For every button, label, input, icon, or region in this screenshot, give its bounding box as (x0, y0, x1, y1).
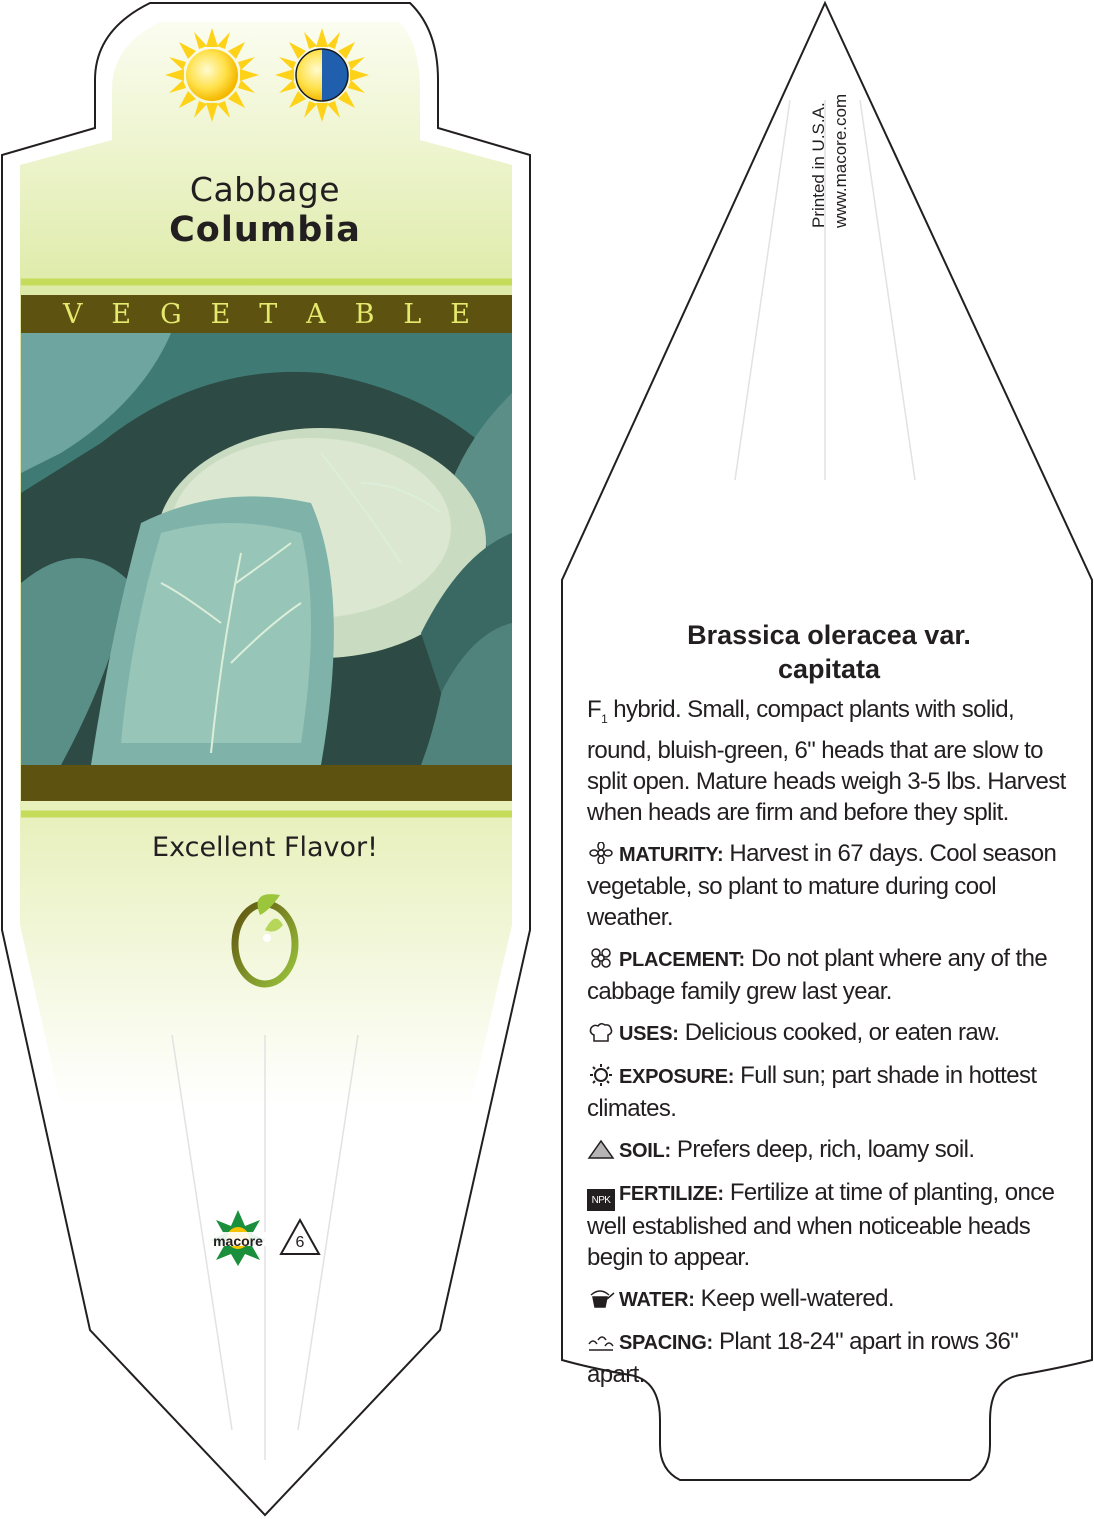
care-label: MATURITY: (619, 843, 724, 866)
care-row-placement (587, 943, 1071, 1007)
care-row-exposure (587, 1060, 1071, 1124)
care-row-soil (587, 1134, 1071, 1167)
category-letter: T (259, 298, 278, 330)
flower-cluster-icon (587, 947, 615, 969)
print-line-country: Printed in U.S.A. (809, 102, 828, 228)
care-info (587, 618, 1071, 1390)
latin-name-line1: Brassica oleracea var. (687, 620, 971, 650)
care-label: PLACEMENT: (619, 948, 745, 971)
care-row-maturity (587, 838, 1071, 933)
flower-icon (587, 842, 615, 864)
category-letter: B (354, 298, 375, 330)
care-text: Keep well-watered. (694, 1284, 894, 1312)
care-label: EXPOSURE: (619, 1065, 735, 1088)
care-label: USES: (619, 1022, 679, 1045)
sun-outline-icon (587, 1064, 615, 1086)
care-text: Prefers deep, rich, loamy soil. (670, 1135, 975, 1163)
category-letter: G (160, 298, 182, 330)
category-letter: A (306, 298, 326, 330)
care-row-water (587, 1283, 1071, 1316)
tagline: Excellent Flavor! (152, 832, 378, 863)
watering-can-icon (587, 1287, 615, 1309)
care-label: SPACING: (619, 1331, 713, 1354)
care-label: FERTILIZE: (619, 1182, 724, 1205)
care-text: Harvest in 67 days. Cool season vegetable, so plant to mature during cool weather. (587, 839, 1057, 931)
plant-variety-name: Columbia (169, 210, 361, 250)
latin-name-line2: capitata (777, 654, 881, 684)
care-row-fertilize (587, 1177, 1071, 1273)
recycle-number: 6 (295, 1234, 305, 1251)
chef-hat-icon (587, 1021, 615, 1043)
care-label: SOIL: (619, 1139, 671, 1162)
care-row-uses (587, 1017, 1071, 1050)
care-text: Do not plant where any of the cabbage family grew last year. (587, 944, 1048, 1005)
care-row-spacing (587, 1326, 1071, 1390)
macore-logo-text: macore (213, 1233, 263, 1249)
print-info (808, 94, 852, 228)
care-label: WATER: (619, 1288, 695, 1311)
npk-icon: NPK (587, 1189, 615, 1211)
category-letter: E (450, 298, 470, 330)
f1-prefix: F (587, 696, 602, 723)
category-letter: E (111, 298, 132, 330)
care-text: Fertilize at time of planting, once well established and when noticeable heads begin to appear. (587, 1178, 1055, 1271)
plant-common-name: Cabbage (189, 170, 341, 209)
spacing-icon (587, 1330, 615, 1352)
part-shade-icon (275, 28, 369, 122)
cabbage-photo (21, 333, 512, 765)
care-text: Delicious cooked, or eaten raw. (678, 1018, 1000, 1046)
description (587, 694, 1071, 828)
care-text: Plant 18-24" apart in rows 36" apart. (587, 1327, 1019, 1388)
full-sun-icon (165, 28, 259, 122)
category-letter: V (63, 298, 83, 330)
photo-bottom-band (21, 765, 512, 801)
print-line-website: www.macore.com (831, 93, 850, 228)
category-letter: E (210, 298, 231, 330)
category-band (21, 295, 512, 333)
description-text: hybrid. Small, compact plants with solid, round, bluish-green, 6" heads that are slow to split open. Mature heads weigh 3-5 lbs. Harvest when heads are firm and before they split. (587, 696, 1066, 826)
category-letter: L (403, 298, 422, 330)
soil-mound-icon (587, 1138, 615, 1160)
latin-name (587, 618, 1071, 686)
f1-subscript: 1 (601, 711, 608, 726)
care-text: Full sun; part shade in hottest climates. (587, 1061, 1037, 1122)
